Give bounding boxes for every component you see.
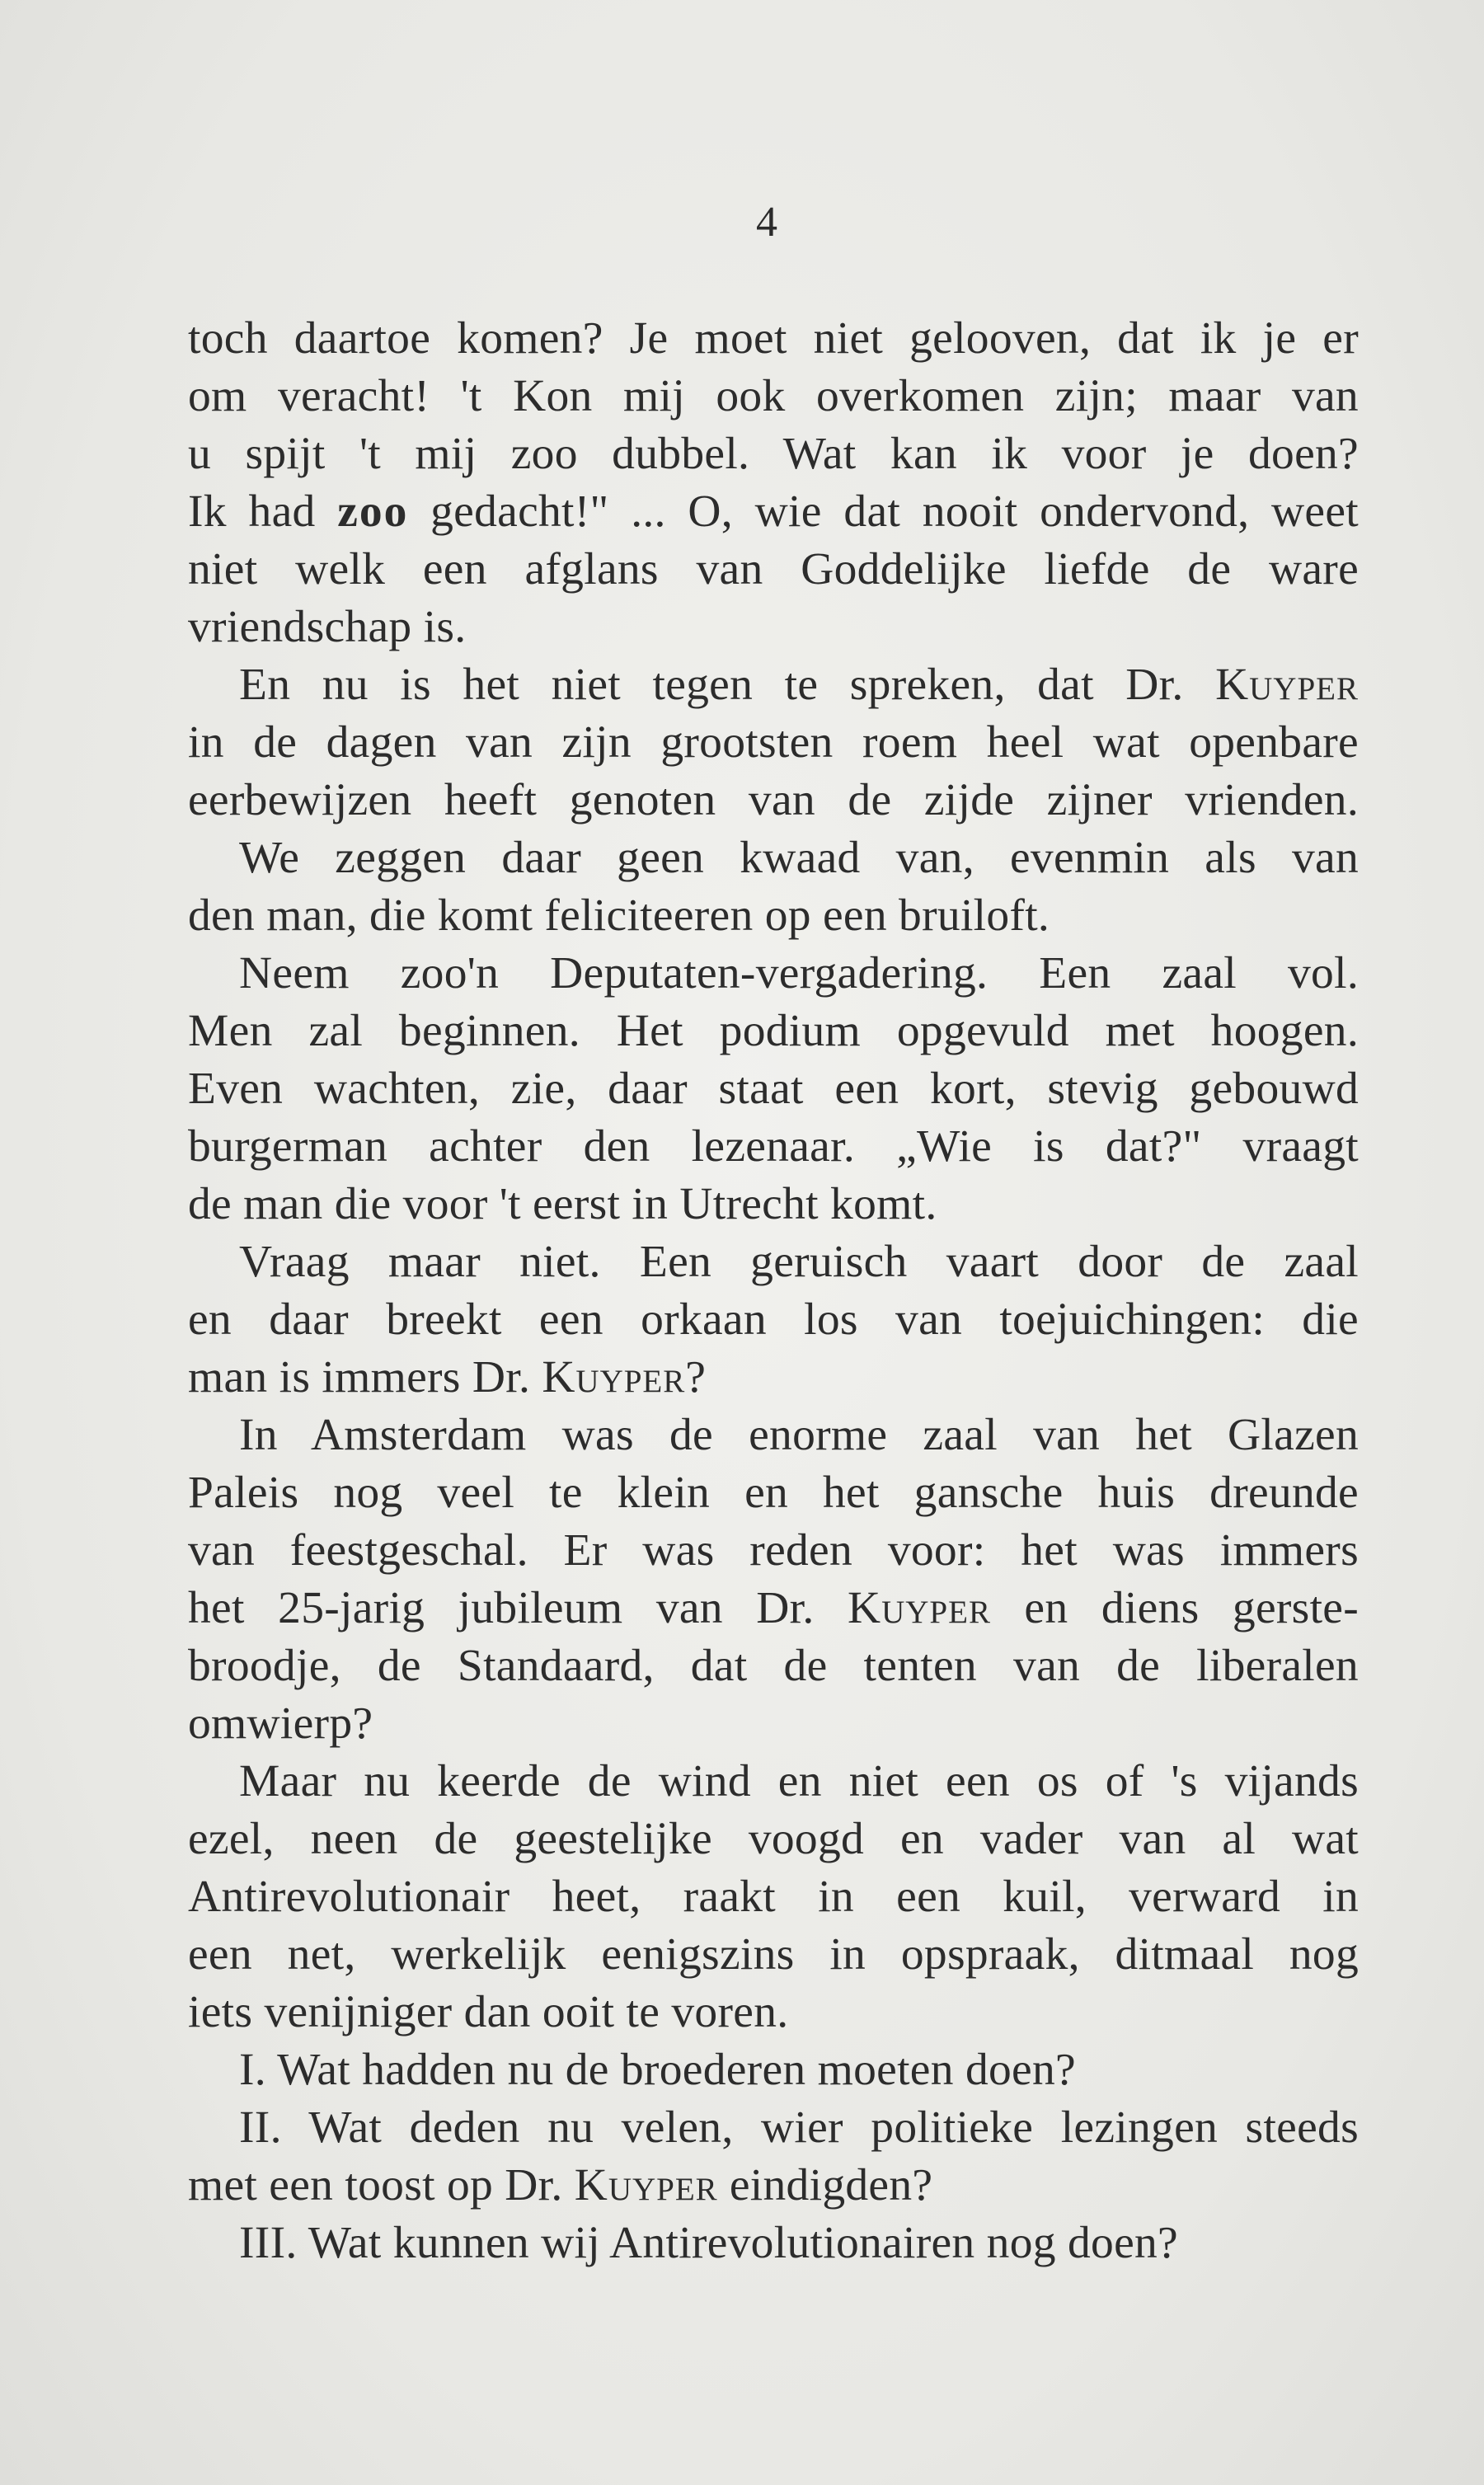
text-run: eindigden? bbox=[717, 2160, 933, 2210]
text-line: Men zal beginnen. Het podium opgevuld met hoogen. bbox=[188, 1006, 1359, 1056]
text-run: En nu is het niet tegen te spreken, dat Dr. bbox=[239, 660, 1216, 710]
text-line bbox=[188, 483, 1359, 541]
emphasis-zoo: zoo bbox=[337, 486, 409, 537]
text-line: eerbewijzen heeft genoten van de zijde zijner vrienden. bbox=[188, 775, 1359, 825]
text-line: in de dagen van zijn grootsten roem heel wat openbare bbox=[188, 717, 1359, 768]
text-run: ? bbox=[685, 1352, 707, 1402]
text-line: den man, die komt feliciteeren op een bruiloft. bbox=[188, 890, 1050, 941]
text-line: Even wachten, zie, daar staat een kort, stevig gebouwd bbox=[188, 1064, 1359, 1114]
text-line bbox=[188, 1580, 1359, 1637]
text-line: Paleis nog veel te klein en het gansche huis dreunde bbox=[188, 1468, 1359, 1518]
text-run: met een toost op Dr. bbox=[188, 2160, 575, 2210]
question-line: I. Wat hadden nu de broederen moeten doen? bbox=[239, 2045, 1076, 2095]
text-line: de man die voor 't eerst in Utrecht komt. bbox=[188, 1179, 937, 1229]
text-line: In Amsterdam was de enorme zaal van het Glazen bbox=[239, 1410, 1359, 1460]
text-line: om veracht! 't Kon mij ook overkomen zijn; maar van bbox=[188, 371, 1359, 421]
name-kuyper: Kuyper bbox=[574, 2160, 718, 2210]
text-line: Antirevolutionair heet, raakt in een kuil, verward in bbox=[188, 1872, 1359, 1922]
text-line: iets venijniger dan ooit te voren. bbox=[188, 1987, 789, 2037]
text-line: Neem zoo'n Deputaten-vergadering. Een zaal vol. bbox=[239, 948, 1359, 998]
text-run: en diens gerste- bbox=[990, 1583, 1359, 1633]
text-line: broodje, de Standaard, dat de tenten van de liberalen bbox=[188, 1641, 1359, 1691]
text-line: toch daartoe komen? Je moet niet gelooven, dat ik je er bbox=[188, 313, 1359, 364]
text-run: man is immers Dr. bbox=[188, 1352, 542, 1402]
name-kuyper: Kuyper bbox=[1215, 660, 1359, 710]
text-run: Ik had bbox=[188, 486, 338, 537]
text-line: We zeggen daar geen kwaad van, evenmin als van bbox=[239, 833, 1359, 883]
text-line bbox=[188, 656, 1359, 714]
name-kuyper: Kuyper bbox=[542, 1352, 686, 1402]
question-line: II. Wat deden nu velen, wier politieke lezingen steeds bbox=[239, 2102, 1359, 2153]
text-line: burgerman achter den lezenaar. „Wie is dat?" vraagt bbox=[188, 1121, 1359, 1172]
text-line: een net, werkelijk eenigszins in opspraak, ditmaal nog bbox=[188, 1929, 1359, 1980]
body-text bbox=[188, 310, 1359, 2272]
text-line: Vraag maar niet. Een geruisch vaart door de zaal bbox=[239, 1237, 1359, 1287]
text-line: omwierp? bbox=[188, 1698, 373, 1749]
text-line: van feestgeschal. Er was reden voor: het was immers bbox=[188, 1525, 1359, 1576]
text-run: het 25-jarig jubileum van Dr. bbox=[188, 1583, 848, 1633]
text-run: gedacht!" ... O, wie dat nooit ondervond, weet bbox=[408, 486, 1359, 537]
name-kuyper: Kuyper bbox=[848, 1583, 991, 1633]
text-line: u spijt 't mij zoo dubbel. Wat kan ik voor je doen? bbox=[188, 429, 1359, 479]
text-line bbox=[188, 2157, 1359, 2215]
text-line bbox=[188, 1349, 1359, 1407]
question-line: III. Wat kunnen wij Antirevolutionairen nog doen? bbox=[239, 2218, 1178, 2268]
page-number: 4 bbox=[756, 199, 777, 246]
text-line: en daar breekt een orkaan los van toejuichingen: die bbox=[188, 1294, 1359, 1345]
text-line: Maar nu keerde de wind en niet een os of 's vijands bbox=[239, 1756, 1359, 1806]
text-line: niet welk een afglans van Goddelijke liefde de ware bbox=[188, 544, 1359, 594]
text-line: ezel, neen de geestelijke voogd en vader van al wat bbox=[188, 1814, 1359, 1864]
text-line: vriendschap is. bbox=[188, 602, 467, 652]
